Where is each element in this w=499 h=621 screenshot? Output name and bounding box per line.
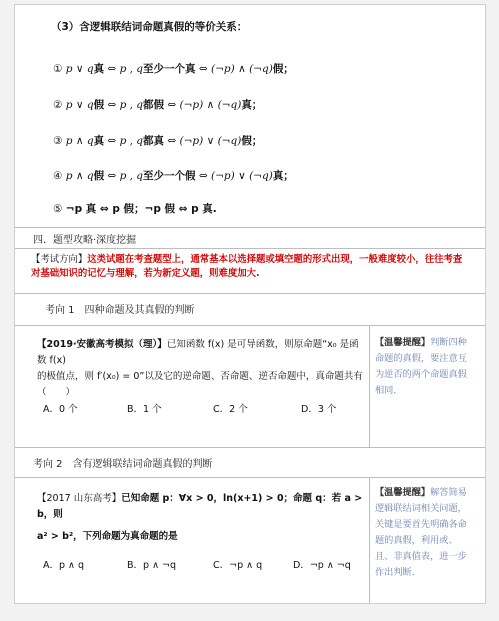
column-divider [369,477,370,604]
direction-1-heading: 考向 1 四种命题及其真假的判断 [45,305,195,316]
divider [15,477,485,478]
question-2-option-a: A．p ∧ q [43,560,85,571]
hint-1 [375,335,475,399]
divider [15,325,485,326]
hint-2-text: 解答简易逻辑联结词相关问题，关键是要首先明确各命题的真假，利用或、且、非真值表，进一步作出判断． [375,487,467,578]
equivalence-2: ② p ∨ q假 ⇔ p , q都假 ⇔ (¬p) ∧ (¬q)真； [53,99,263,111]
document-page [14,4,486,604]
direction-2-heading: 考向 2 含有逻辑联结词命题真假的判断 [33,459,213,470]
question-2 [37,491,367,545]
question-2-option-c: C．¬p ∧ q [213,560,263,571]
section4-title: 四．题型攻略·深度挖掘 [33,235,137,246]
equivalence-1: ① p ∨ q真 ⇔ p , q至少一个真 ⇔ (¬p) ∧ (¬q)假； [53,63,294,75]
divider [15,227,485,228]
question-1-option-d: D．3 个 [301,404,337,415]
question-2-text1: 已知命题 p：∀x > 0，ln(x+1) > 0；命题 q：若 a > b，则 [37,493,363,520]
equivalence-section [15,5,485,227]
divider [15,447,485,448]
question-2-source: 【2017 山东高考】 [37,493,122,504]
question-1-option-c: C．2 个 [213,404,248,415]
question-2-option-b: B．p ∧ ¬q [127,560,177,571]
hint-1-text: 判断四种命题的真假，要注意互为逆否的两个命题真假相同． [375,337,467,396]
question-1-option-a: A．0 个 [43,404,78,415]
hint-1-label: 【温馨提醒】 [375,337,431,348]
column-divider [369,325,370,447]
hint-2 [375,485,475,581]
question-1-text2: 的极值点，则 f′(x₀) = 0”以及它的逆命题、否命题、逆否命题中，真命题共有（ ） [37,371,363,398]
question-1-option-b: B．1 个 [127,404,162,415]
exam-direction [31,253,471,281]
divider [15,248,485,249]
equivalence-3: ③ p ∧ q真 ⇔ p , q都真 ⇔ (¬p) ∨ (¬q)假； [53,135,263,147]
question-2-option-d: D．¬p ∧ ¬q [293,560,351,571]
question-1-text1: 已知函数 f(x) 是可导函数，则原命题“x₀ 是函数 f(x) [37,339,359,366]
divider [15,293,485,294]
exam-direction-label: 【考试方向】 [31,254,88,265]
section3-title: （3）含逻辑联结词命题真假的等价关系： [51,21,248,33]
equivalence-4: ④ p ∧ q假 ⇔ p , q至少一个假 ⇔ (¬p) ∨ (¬q)真； [53,170,294,182]
question-2-text2: a² > b²，下列命题为真命题的是 [37,531,178,542]
question-1-source: 【2019·安徽高考模拟（理）】 [37,339,167,350]
question-1 [37,337,367,401]
exam-direction-text: 这类试题在考查题型上，通常基本以选择题或填空题的形式出现，一般难度较小，往往考查对基础知识的记忆与理解，若为新定义题，则难度加大. [31,254,463,279]
hint-2-label: 【温馨提醒】 [375,487,431,498]
equivalence-5: ⑤ ¬p 真 ⇔ p 假；¬p 假 ⇔ p 真. [53,203,217,215]
